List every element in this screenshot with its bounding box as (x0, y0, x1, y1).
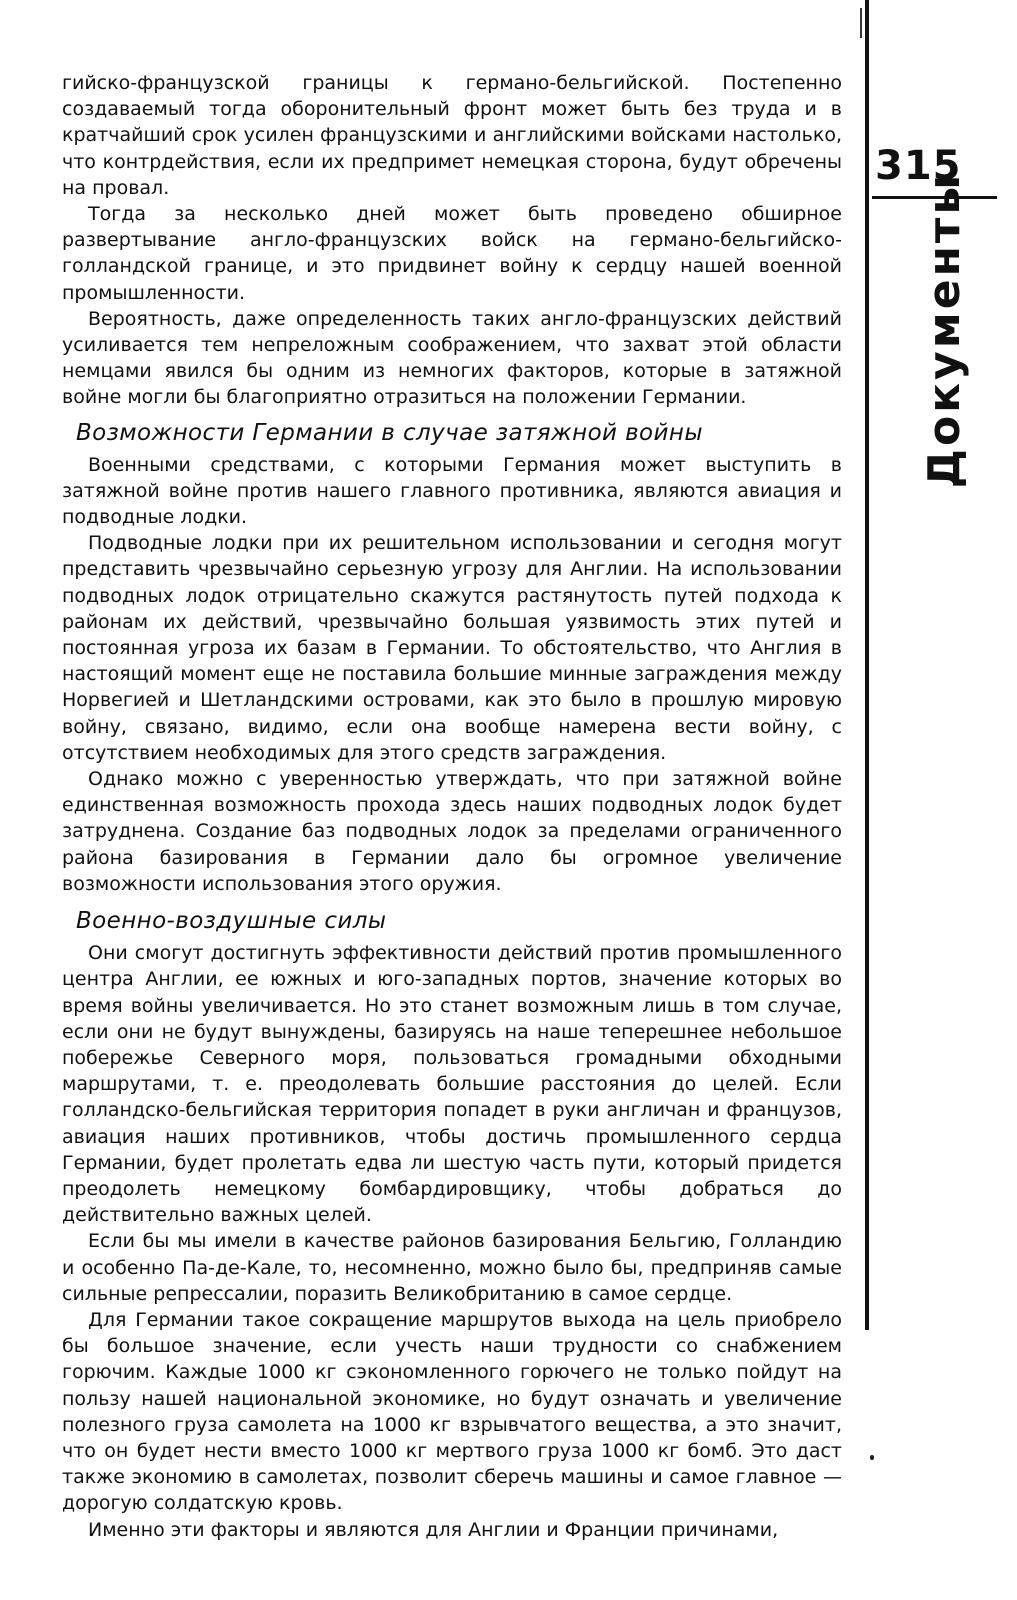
vertical-margin-rule (865, 0, 869, 1330)
paragraph-5: Подводные лодки при их решительном использовании и сегодня могут представить чрезвычайно серьезную угрозу для Англии. На использовании подводных лодок отрицательно скажутся растянутость путей подхода к районам их действий, чрезвычайно большая уязвимость этих путей и постоянная угроза их базам в Германии. То обстоятельство, что Англия в настоящий момент еще не поставила большие минные заграждения между Норвегией и Шетландскими островами, как это было в прошлую мировую войну, связано, видимо, если она вообще намерена вести войну, с отсутствием необходимых для этого средств заграждения. (62, 532, 842, 764)
paragraph-1: гийско-французской границы к германо-бельгийской. Постепенно создаваемый тогда оборонительный фронт может быть без труда и в кратчайший срок усилен французскими и английскими войсками настолько, что контрдействия, если их предпримет немецкая сторона, будут обречены на провал. (62, 72, 842, 199)
paragraph-4: Военными средствами, с которыми Германия может выступить в затяжной войне против нашего главного противника, являются авиация и подводные лодки. (62, 453, 842, 529)
paragraph-7: Они смогут достигнуть эффективности действий против промышленного центра Англии, ее южных и юго-западных портов, значение которых во время войны увеличивается. Но это станет возможным лишь в том случае, если они не будут вынуждены, базируясь на наше теперешнее небольшое побережье Северного моря, пользоваться громадными обходными маршрутами, т. е. преодолевать большие расстояния до целей. Если голландско-бельгийская территория попадет в руки англичан и французов, авиация наших противников, чтобы достичь промышленного сердца Германии, будет пролетать едва ли шестую часть пути, который придется преодолеть немецкому бомбардировщику, чтобы добраться до действительно важных целей. (62, 942, 842, 1227)
heading-germany-prospects: Возможности Германии в случае затяжной войны (76, 419, 703, 446)
heading-air-force: Военно-воздушные силы (76, 908, 387, 935)
paragraph-2: Тогда за несколько дней может быть проведено обширное развертывание англо-французских войск на германо-бельгийско-голландской границе, и это придвинет войну к сердцу нашей военной промышленности. (62, 203, 842, 304)
paragraph-10: Именно эти факторы и являются для Англии и Франции причинами, (88, 1518, 779, 1541)
text-column (62, 70, 842, 1543)
page-number: 315 (875, 143, 962, 189)
top-rule-mark (860, 8, 862, 38)
margin-speck (870, 1455, 874, 1460)
section-label: Документы (919, 171, 970, 489)
paragraph-6: Однако можно с уверенностью утверждать, что при затяжной войне единственная возможность прохода здесь наших подводных лодок будет затруднена. Создание баз подводных лодок за пределами ограниченного района базирования в Германии дало бы огромное увеличение возможности использования этого оружия. (62, 768, 842, 895)
paragraph-3: Вероятность, даже определенность таких англо-французских действий усиливается тем непреложным соображением, что захват этой области немцами явился бы одним из немногих факторов, которые в затяжной войне могли бы благоприятно отразиться на положении Германии. (62, 307, 842, 409)
paragraph-8: Если бы мы имели в качестве районов базирования Бельгию, Голландию и особенно Па-де-Кале, то, несомненно, можно было бы, предприняв самые сильные репрессалии, поразить Великобританию в самое сердце. (62, 1230, 842, 1305)
paragraph-9: Для Германии такое сокращение маршрутов выхода на цель приобрело бы большое значение, если учесть наши трудности со снабжением горючим. Каждые 1000 кг сэкономленного горючего не только пойдут на пользу нашей национальной экономике, но будут означать и увеличение полезного груза самолета на 1000 кг взрывчатого вещества, а это значит, что он будет нести вместо 1000 кг мертвого груза 1000 кг бомб. Это даст также экономию в самолетах, позволит сберечь машины и самое главное — дорогую солдатскую кровь. (62, 1308, 842, 1515)
